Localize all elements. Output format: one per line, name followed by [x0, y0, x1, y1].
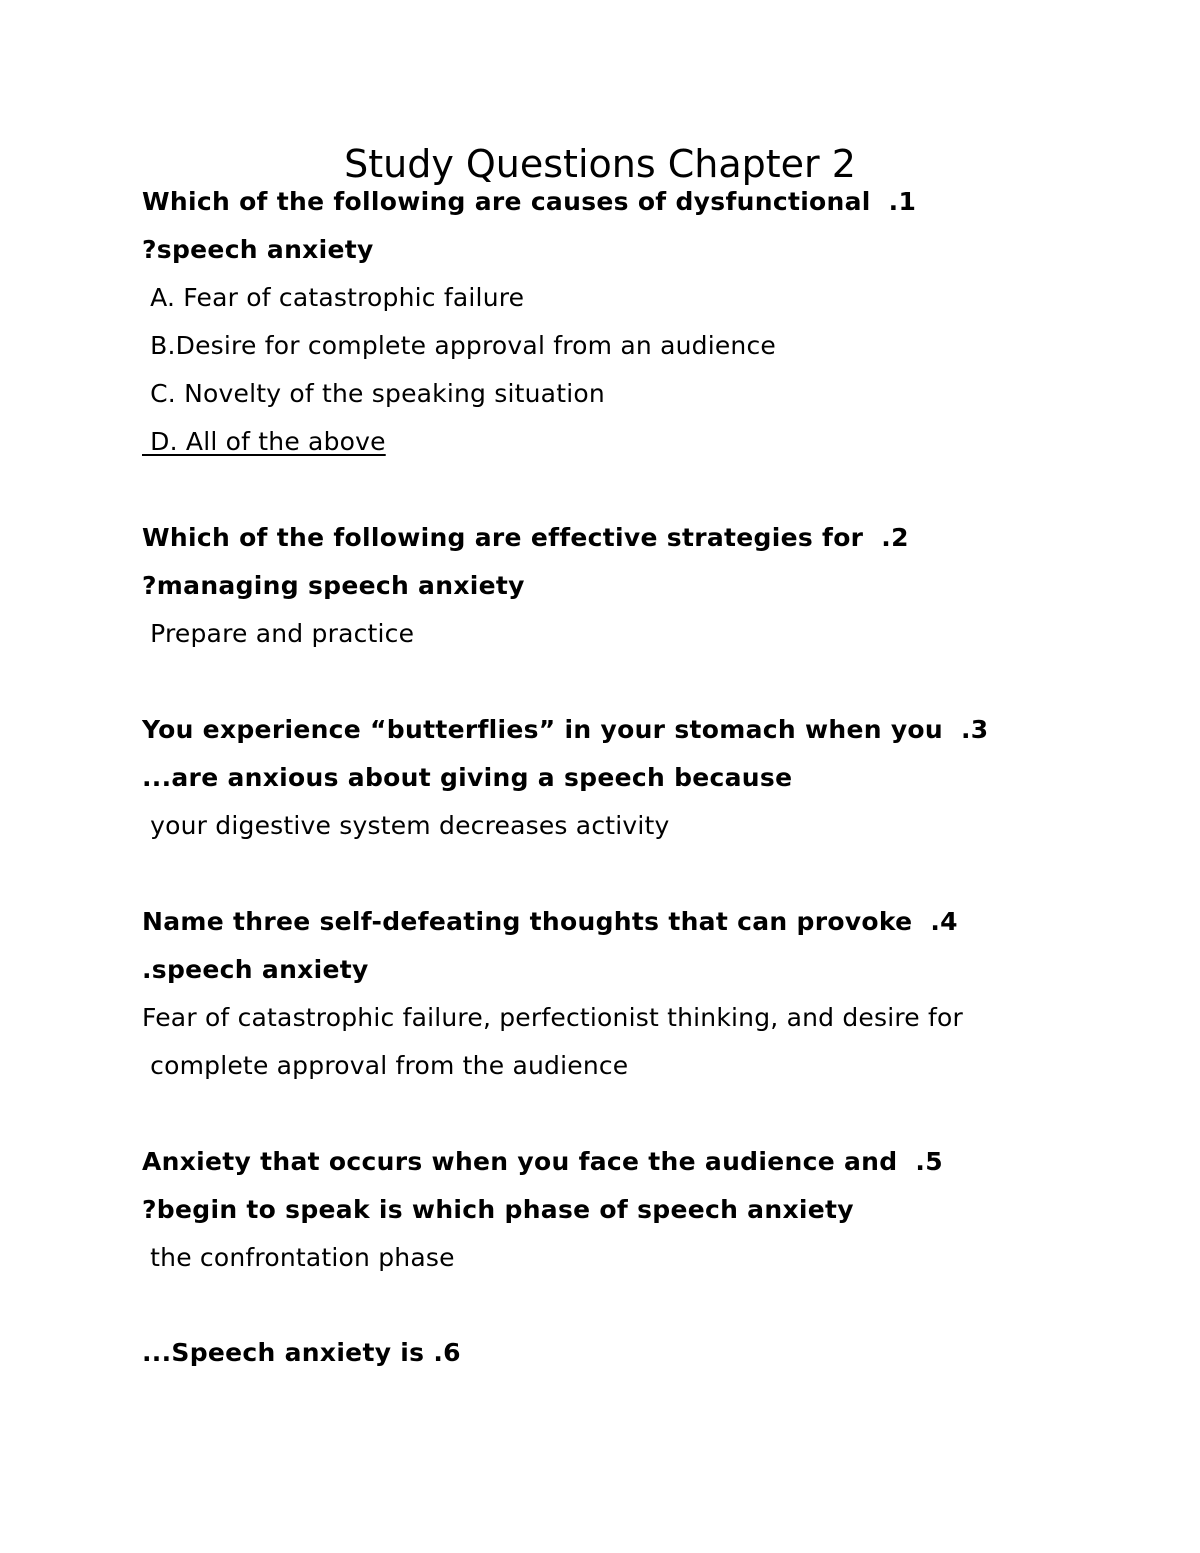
question-4-line-1: Name three self-defeating thoughts that can provoke .4: [142, 907, 958, 936]
question-2-line-1: Which of the following are effective strategies for .2: [142, 523, 909, 552]
question-1-option-d-answer: D. All of the above: [142, 427, 386, 456]
question-2-line-2: ?managing speech anxiety: [142, 571, 525, 600]
question-1-line-1: Which of the following are causes of dysfunctional .1: [142, 187, 917, 216]
question-4-line-2: .speech anxiety: [142, 955, 369, 984]
question-5-line-1: Anxiety that occurs when you face the audience and .5: [142, 1147, 943, 1176]
question-6-line-1: ...Speech anxiety is .6: [142, 1338, 461, 1367]
question-4-answer-line-2: complete approval from the audience: [142, 1051, 629, 1080]
question-2-answer: Prepare and practice: [142, 619, 415, 648]
question-4-answer-line-1: Fear of catastrophic failure, perfectionist thinking, and desire for: [142, 1003, 963, 1032]
question-3-answer: your digestive system decreases activity: [142, 811, 670, 840]
question-1-option-c: C. Novelty of the speaking situation: [142, 379, 605, 408]
question-1-line-2: ?speech anxiety: [142, 235, 374, 264]
question-1-option-b: B.Desire for complete approval from an audience: [142, 331, 777, 360]
question-1-option-a: A. Fear of catastrophic failure: [142, 283, 525, 312]
page-title: Study Questions Chapter 2: [344, 142, 856, 186]
question-3-line-2: ...are anxious about giving a speech because: [142, 763, 793, 792]
question-5-answer: the confrontation phase: [142, 1243, 455, 1272]
question-3-line-1: You experience “butterflies” in your stomach when you .3: [142, 715, 989, 744]
question-5-line-2: ?begin to speak is which phase of speech anxiety: [142, 1195, 854, 1224]
